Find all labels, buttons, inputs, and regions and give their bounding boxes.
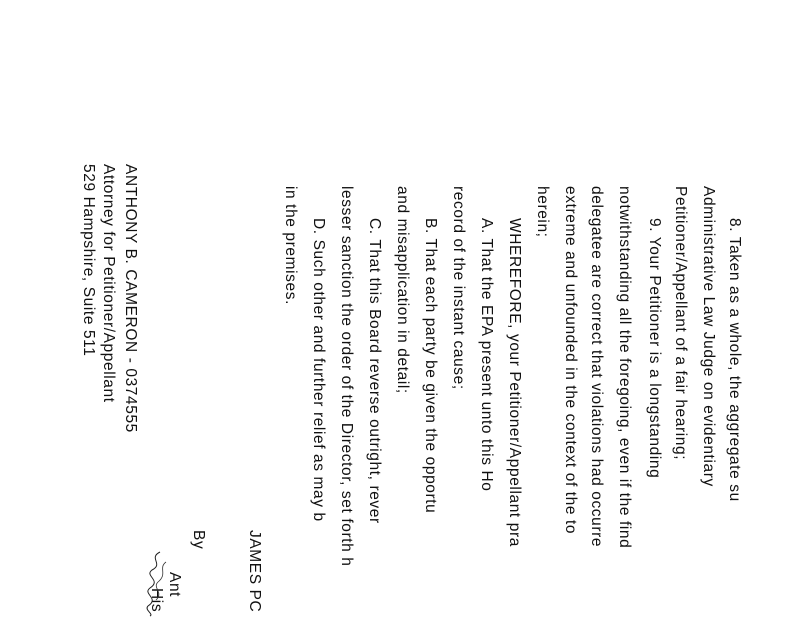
text-line: 9. Your Petitioner is a longstanding	[646, 218, 663, 479]
text-line: 8. Taken as a whole, the aggregate su	[726, 218, 743, 502]
text-line: Petitioner/Appellant of a fair hearing;	[672, 186, 689, 461]
firm-name: JAMES PC	[246, 530, 263, 613]
text-line: A. That the EPA present unto this Ho	[478, 218, 495, 492]
text-line: C. That this Board reverse outright, rever	[366, 218, 383, 524]
signatory-title: His	[148, 588, 165, 613]
handwritten-signature	[140, 548, 170, 618]
text-line: and misapplication in detail;	[394, 186, 411, 394]
attorney-address: 529 Hampshire, Suite 511	[80, 164, 97, 357]
text-line: record of the instant cause;	[450, 186, 467, 390]
signature-by-label: By	[190, 530, 207, 550]
text-line: extreme and unfounded in the context of the to	[562, 186, 579, 535]
text-line: Administrative Law Judge on evidentiary	[700, 186, 717, 487]
attorney-role: Attorney for Petitioner/Appellant	[100, 164, 117, 403]
signatory-name: Ant	[166, 572, 183, 598]
text-line: B. That each party be given the opportu	[422, 218, 439, 514]
text-line: D. Such other and further relief as may b	[310, 218, 327, 522]
attorney-name: ANTHONY B. CAMERON - 0374555	[122, 164, 139, 433]
text-line: lesser sanction the order of the Director, set forth h	[338, 186, 355, 567]
text-line: notwithstanding all the foregoing, even if the find	[616, 186, 633, 549]
text-line: in the premises.	[282, 186, 299, 306]
text-line: herein;	[534, 186, 551, 238]
text-line: WHEREFORE, your Petitioner/Appellant pra	[506, 218, 523, 547]
text-line: delegatee are correct that violations had occurre	[588, 186, 605, 548]
